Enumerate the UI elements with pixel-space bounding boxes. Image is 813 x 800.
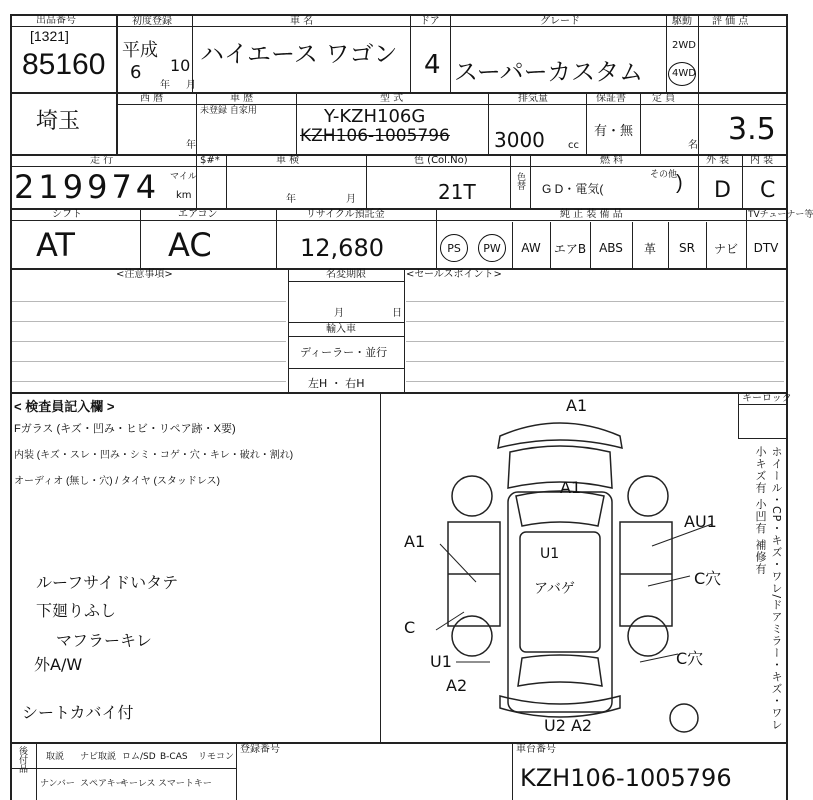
v-door xyxy=(450,14,451,92)
v-west xyxy=(196,92,197,154)
inspection-month: 月 xyxy=(346,194,356,205)
v-regno xyxy=(512,742,513,800)
item-spare-key: スペアキー xyxy=(80,779,125,789)
recycle-label: リサイクル預託金 xyxy=(306,209,385,220)
car-name-label: 車 名 xyxy=(290,16,314,27)
frame-right xyxy=(786,14,788,800)
v-disp xyxy=(586,92,587,154)
displacement-label: 排気量 xyxy=(518,93,548,104)
equip-dtv: DTV xyxy=(753,241,779,255)
door-label: ドア xyxy=(420,16,440,27)
mark-airbag: アバゲ xyxy=(534,581,575,597)
v-ext xyxy=(742,154,743,208)
v-lot xyxy=(116,14,118,154)
wheel-rear-left xyxy=(452,616,492,656)
import-side: 左H ・ 右H xyxy=(308,377,365,390)
row3-bottom xyxy=(10,208,786,210)
grade-label: グレード xyxy=(540,16,580,27)
mark-c-left: C xyxy=(404,618,416,637)
item-smart-key: スマートキー xyxy=(158,779,212,789)
footer-mid xyxy=(10,768,236,769)
inspector-line2: 内装 (キズ・スレ・凹み・シミ・コゲ・穴・キレ・破れ・割れ) xyxy=(14,450,294,461)
v-grade xyxy=(666,14,667,92)
mark-a1-left: A1 xyxy=(404,532,426,551)
capacity-unit: 名 xyxy=(688,140,698,151)
item-rom-sd: ロム/SD xyxy=(122,752,156,762)
v-inspector xyxy=(380,392,381,742)
reg-year: 6 xyxy=(130,62,142,83)
reg-era: 平成 xyxy=(122,40,158,61)
sales-label: <セールスポイント> xyxy=(406,269,502,280)
keylock-bottom xyxy=(738,438,786,439)
mark-c-hole-2: C穴 xyxy=(676,649,704,668)
exterior-value: D xyxy=(714,178,731,203)
drive-4wd: 4WD xyxy=(672,68,696,79)
interior-label: 内 装 xyxy=(750,155,774,166)
equip-abs: ABS xyxy=(599,241,623,255)
displacement-value: 3000 xyxy=(494,128,545,152)
notes-dotted-lines xyxy=(12,282,286,390)
v-after xyxy=(36,742,37,800)
keylock-label: キーロック xyxy=(742,393,792,404)
transfer-month: 月 xyxy=(334,308,344,319)
equip-navi: ナビ xyxy=(713,241,738,256)
row1-label-line xyxy=(10,26,786,27)
keylock-line xyxy=(738,404,786,405)
footer-top xyxy=(10,742,786,744)
v-model xyxy=(488,92,489,154)
mileage-value: 219974 xyxy=(14,168,161,206)
fuel-other: その他 xyxy=(650,170,678,180)
v-transfer xyxy=(404,268,405,392)
equip-sr: SR xyxy=(679,241,695,255)
inspector-note-5: シートカバイ付 xyxy=(22,703,134,722)
item-keyless: キーレス xyxy=(120,779,156,789)
inspection-label: 車 検 xyxy=(276,155,300,166)
v-warr xyxy=(640,92,641,154)
v-color xyxy=(510,154,511,208)
mileage-unit-mile: マイル xyxy=(170,172,197,182)
s-label: $#* xyxy=(200,155,220,166)
color-label: 色 (Col.No) xyxy=(414,155,468,166)
after-label: 後付品 xyxy=(17,746,27,773)
mileage-label: 走 行 xyxy=(90,155,114,166)
exterior-label: 外 装 xyxy=(706,155,730,166)
mark-u1-rear: U1 xyxy=(430,652,452,671)
equip-pw-circle: PW xyxy=(478,234,506,262)
reg-month: 10 xyxy=(170,56,191,75)
inspector-note-4: 外A/W xyxy=(34,655,83,674)
side-text: ホイール・CP・キズ・ワレ/ドアミラー・キズ・ワレ 小キズ有 小凹有 補修有 xyxy=(754,446,783,732)
item-navi-manual: ナビ取説 xyxy=(80,752,117,762)
tuner-label: TVチューナー等 xyxy=(748,210,813,220)
equip-leather: 革 xyxy=(643,241,656,256)
v-name xyxy=(410,14,411,92)
rear-window xyxy=(518,655,602,686)
item-bcas: B-CAS xyxy=(160,752,188,762)
transfer-label: 名変期限 xyxy=(326,269,366,280)
top-lot-label: 出品番号 xyxy=(36,15,76,26)
month-unit: 月 xyxy=(186,80,196,91)
model-code: Y-KZH106G xyxy=(324,106,426,127)
inspector-note-2: 下廻りふし xyxy=(36,601,117,620)
equip-ps-circle: PS xyxy=(440,234,468,262)
row4-label-line xyxy=(10,220,786,221)
doors-value: 4 xyxy=(424,50,441,80)
reg-no-label: 登録番号 xyxy=(240,744,280,755)
wheel-front-right xyxy=(628,476,668,516)
inspector-line3: オーディオ (無し・穴) / タイヤ (スタッドレス) xyxy=(14,476,220,487)
mileage-unit-km: km xyxy=(176,190,192,201)
wheel-rear-right xyxy=(628,616,668,656)
chassis-label: 車台番号 xyxy=(516,744,556,755)
shift-value: AT xyxy=(36,226,75,264)
inspector-note-1: ルーフサイドいタテ xyxy=(36,573,179,592)
western-label: 西 暦 xyxy=(140,93,164,104)
reg-label: 初度登録 xyxy=(132,16,172,27)
v-fuel xyxy=(698,154,699,208)
row2-bottom xyxy=(10,154,786,156)
import-dealer: ディーラー・並行 xyxy=(300,346,388,359)
v-hist xyxy=(296,92,297,154)
notes-label: <注意事項> xyxy=(116,269,173,280)
mark-a2-left: A2 xyxy=(446,676,468,695)
score-value: 3.5 xyxy=(728,112,776,147)
score-label: 評 価 点 xyxy=(712,16,749,27)
ac-value: AC xyxy=(168,226,212,264)
inspection-year: 年 xyxy=(286,194,296,205)
equip-airbag: エアB xyxy=(553,241,587,256)
shift-label: シフト xyxy=(52,209,82,220)
drive-2wd: 2WD xyxy=(672,40,696,51)
h-import-top xyxy=(288,322,404,323)
lot-code: [1321] xyxy=(30,28,69,44)
wheel-front-left xyxy=(452,476,492,516)
fuel-options: G D・電気( xyxy=(542,182,604,196)
fuel-close: ) xyxy=(676,172,683,194)
v-s xyxy=(226,154,227,208)
mark-u2-a2: U2 A2 xyxy=(544,716,593,735)
mark-a1-top: A1 xyxy=(566,396,588,415)
mark-au1: AU1 xyxy=(684,512,717,531)
color-change: 色替 xyxy=(515,172,525,190)
v-shift xyxy=(140,208,141,268)
rear-bumper xyxy=(500,696,620,717)
v-notes xyxy=(288,268,289,392)
color-code: 21T xyxy=(438,180,476,204)
prefecture: 埼玉 xyxy=(36,108,81,133)
h-transfer xyxy=(288,281,404,282)
model-label: 型 式 xyxy=(380,93,404,104)
capacity-label: 定 員 xyxy=(652,93,676,104)
fuel-label: 燃 料 xyxy=(600,155,624,166)
warranty-label: 保証書 xyxy=(596,93,626,104)
displacement-unit: cc xyxy=(568,140,579,151)
transfer-day: 日 xyxy=(392,308,402,319)
warranty-value: 有・無 xyxy=(594,123,634,138)
mark-u1-roof: U1 xyxy=(540,546,560,562)
front-bumper xyxy=(498,423,622,448)
mark-c-hole-1: C穴 xyxy=(694,569,722,588)
spare-tire xyxy=(670,704,698,732)
h-import-mid xyxy=(288,368,404,369)
drive-label: 駆動 xyxy=(672,16,692,27)
model-code-struck: KZH106-1005796 xyxy=(300,126,450,146)
equip-pw xyxy=(474,228,510,268)
item-plate: ナンバー xyxy=(40,779,75,789)
inspector-note-3: マフラーキレ xyxy=(56,631,152,650)
v-items xyxy=(236,742,237,800)
h-import-label xyxy=(288,336,404,337)
row3-label-line xyxy=(10,166,786,167)
ac-label: エアコン xyxy=(178,209,218,220)
recycle-value: 12,680 xyxy=(300,234,384,262)
v-colchg xyxy=(530,154,531,208)
equip-ps xyxy=(436,228,472,268)
row2-label-line xyxy=(116,104,786,105)
equip-aw: AW xyxy=(521,241,541,255)
sales-dotted-lines xyxy=(406,282,784,390)
v-insp xyxy=(366,154,367,208)
history-label: 車 歴 xyxy=(230,93,254,104)
mark-a1-hood: A1 xyxy=(560,478,582,497)
import-label: 輸入車 xyxy=(326,324,356,335)
item-remote: リモコン xyxy=(198,752,235,762)
inspector-line1: Fガラス (キズ・凹み・ヒビ・リペア跡・X要) xyxy=(14,423,236,435)
item-manual: 取説 xyxy=(46,752,65,762)
year-unit-2: 年 xyxy=(186,140,196,151)
v-cap xyxy=(698,92,699,154)
history-note: 未登録 自家用 xyxy=(200,106,257,116)
v-ac xyxy=(276,208,277,268)
lot-number: 85160 xyxy=(22,48,106,81)
equipment-label: 純 正 装 備 品 xyxy=(560,209,623,220)
row5-bottom xyxy=(10,392,786,394)
car-name: ハイエース ワゴン xyxy=(200,40,398,68)
chassis-value: KZH106-1005796 xyxy=(520,764,732,792)
frame-left xyxy=(10,14,12,800)
callout-a1-left xyxy=(440,544,476,582)
interior-value: C xyxy=(760,178,776,203)
grade-value: スーパーカスタム xyxy=(454,58,644,86)
callout-c-hole-1 xyxy=(648,576,690,586)
v-drive xyxy=(698,14,699,92)
inspector-title: < 検査員記入欄 > xyxy=(14,399,115,414)
year-unit: 年 xyxy=(160,80,170,91)
